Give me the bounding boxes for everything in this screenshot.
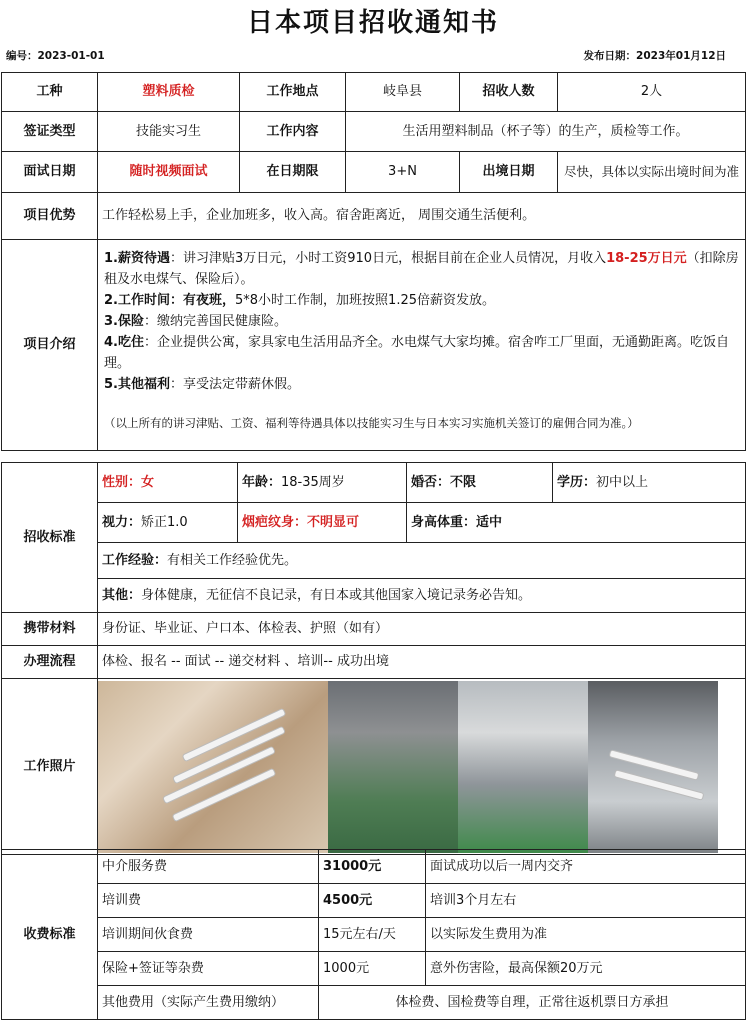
fee-other-item: 其他费用（实际产生费用缴纳） <box>98 986 319 1020</box>
fee-item: 中介服务费 <box>98 850 319 884</box>
label-visa-type: 签证类型 <box>2 112 98 152</box>
intro-insurance-heading: 3.保险 <box>104 314 144 329</box>
value-departure-date: 尽快，具体以实际出境时间为准 <box>558 152 746 193</box>
label-headcount: 招收人数 <box>460 73 558 112</box>
standard-exp: 有相关工作经验优先。 <box>167 552 298 568</box>
label-job-type: 工种 <box>2 73 98 112</box>
label-photos: 工作照片 <box>2 679 98 855</box>
label-work-content: 工作内容 <box>240 112 346 152</box>
standard-vision-label: 视力： <box>102 514 142 530</box>
label-materials: 携带材料 <box>2 613 98 646</box>
value-job-type: 塑料质检 <box>98 73 240 112</box>
fee-note: 意外伤害险，最高保额20万元 <box>426 952 746 986</box>
publish-date: 发布日期：2023年01月12日 <box>583 50 726 62</box>
intro-insurance-text: ：缴纳完善国民健康险。 <box>143 314 287 329</box>
fee-amount: 15元左右/天 <box>319 918 426 952</box>
fee-table <box>1 849 746 1020</box>
intro-salary-heading: 1.薪资待遇 <box>104 251 170 266</box>
work-photos <box>98 679 746 855</box>
photo-plastic-parts <box>98 681 328 853</box>
fee-amount: 1000元 <box>319 952 426 986</box>
document-number: 编号：2023-01-01 <box>6 50 105 62</box>
value-interview-date: 随时视频面试 <box>98 152 240 193</box>
value-process: 体检、报名 -- 面试 -- 递交材料 、培训-- 成功出境 <box>98 646 746 679</box>
label-standard: 招收标准 <box>2 463 98 613</box>
fee-other-note: 体检费、国检费等自理，正常往返机票日方承担 <box>319 986 746 1020</box>
label-departure-date: 出境日期 <box>460 152 558 193</box>
standard-table <box>1 462 746 855</box>
value-headcount: 2人 <box>558 73 746 112</box>
value-materials: 身份证、毕业证、户口本、体检表、护照（如有） <box>98 613 746 646</box>
intro-housing-heading: 4.吃住 <box>104 335 144 350</box>
fee-item: 保险+签证等杂费 <box>98 952 319 986</box>
intro-content <box>98 240 746 451</box>
value-work-content: 生活用塑料制品（杯子等）的生产，质检等工作。 <box>346 112 746 152</box>
value-advantage: 工作轻松易上手，企业加班多，收入高。宿舍距离近， 周围交通生活便利。 <box>98 193 746 240</box>
label-fees: 收费标准 <box>2 850 98 1020</box>
value-work-location: 岐阜县 <box>346 73 460 112</box>
intro-hours-text: 5*8小时工作制，加班按照1.25倍薪资发放。 <box>235 293 495 308</box>
standard-vision: 矫正1.0 <box>141 514 188 530</box>
label-process: 办理流程 <box>2 646 98 679</box>
standard-gender: 性别：女 <box>98 463 238 503</box>
standard-exp-label: 工作经验： <box>102 552 168 568</box>
fee-item: 培训费 <box>98 884 319 918</box>
standard-other-label: 其他： <box>102 587 142 603</box>
photo-molding-machine <box>458 681 588 853</box>
intro-salary-text: ：讲习津贴3万日元，小时工资910日元，根据目前在企业人员情况，月收入 <box>169 251 607 266</box>
fee-note: 培训3个月左右 <box>426 884 746 918</box>
photo-production-line <box>588 681 718 853</box>
standard-edu: 初中以上 <box>596 474 649 490</box>
intro-housing-text: ：企业提供公寓，家具家电生活用品齐全。水电煤气大家均摊。宿舍咋工厂里面，无通勤距离。吃饭自理。 <box>104 335 729 371</box>
standard-height: 适中 <box>476 514 503 530</box>
fee-item: 培训期间伙食费 <box>98 918 319 952</box>
intro-salary-note: （扣除房租及水电煤气、保险后）。 <box>104 251 739 287</box>
label-advantage: 项目优势 <box>2 193 98 240</box>
standard-other: 身体健康，无征信不良记录，有日本或其他国家入境记录务必告知。 <box>141 587 532 603</box>
standard-age: 18-35周岁 <box>281 474 345 490</box>
value-term: 3+N <box>346 152 460 193</box>
photo-factory-floor <box>328 681 458 853</box>
intro-welfare-text: ：享受法定带薪休假。 <box>169 377 300 392</box>
label-term: 在日期限 <box>240 152 346 193</box>
info-table <box>1 72 746 451</box>
label-interview-date: 面试日期 <box>2 152 98 193</box>
intro-hours-night: ：有夜班， <box>169 293 235 308</box>
standard-edu-label: 学历： <box>557 474 597 490</box>
intro-welfare-heading: 5.其他福利 <box>104 377 170 392</box>
intro-note: （以上所有的讲习津贴、工资、福利等待遇具体以技能实习生与日本实习实施机关签订的雇佣合同为准。） <box>104 416 639 430</box>
value-visa-type: 技能实习生 <box>98 112 240 152</box>
label-work-location: 工作地点 <box>240 73 346 112</box>
standard-marital: 婚否：不限 <box>407 463 553 503</box>
page-title: 日本项目招收通知书 <box>246 8 499 38</box>
intro-hours-heading: 2.工作时间 <box>104 293 170 308</box>
label-intro: 项目介绍 <box>2 240 98 451</box>
fee-note: 面试成功以后一周内交齐 <box>426 850 746 884</box>
fee-amount: 31000元 <box>319 850 426 884</box>
intro-salary-highlight: 18-25万日元 <box>606 251 687 266</box>
standard-height-label: 身高体重： <box>411 514 477 530</box>
fee-amount: 4500元 <box>319 884 426 918</box>
standard-age-label: 年龄： <box>242 474 282 490</box>
standard-scar-tattoo: 烟疤纹身：不明显可 <box>238 503 407 543</box>
fee-note: 以实际发生费用为准 <box>426 918 746 952</box>
